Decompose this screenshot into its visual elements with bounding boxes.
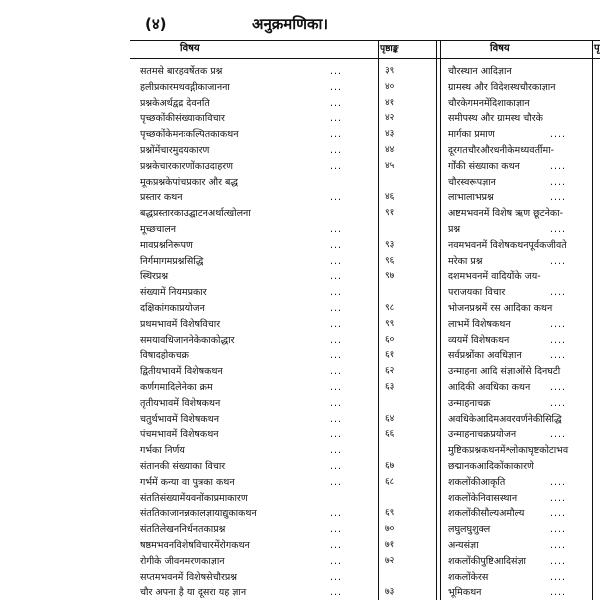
- toc-entry-left-page: ६३: [385, 382, 395, 392]
- toc-entry-left-text: प्रथमभावमें विशेषविचार: [140, 318, 221, 330]
- toc-entry-right-dots: ....: [550, 587, 567, 599]
- toc-entry-left-text: प्रश्नकेअर्थद्वद्र देवनति: [140, 97, 210, 109]
- toc-entry-left-text: संख्यामें नियमप्रकार: [140, 287, 207, 299]
- toc-entry-left-text: मूकप्रश्नकेपांचप्रकार और बद्ध: [140, 176, 238, 188]
- toc-entry-left-text: चतुर्थभावमें विशेषकथन: [140, 413, 219, 425]
- toc-entry-left-dots: ...: [330, 571, 343, 583]
- toc-entry-left-text: दक्षिकांगकाप्रयोजन: [140, 303, 205, 314]
- toc-entry-right-text: पराजयका विचार: [448, 287, 506, 299]
- toc-entry-left-dots: ...: [330, 287, 343, 299]
- toc-entry-right-text: मुष्टिकप्रश्नकथनमेंश्लोकाघृष्टकोटाभव: [448, 445, 569, 457]
- page-number: (४): [145, 15, 167, 33]
- toc-entry-right-dots: ....: [550, 176, 567, 188]
- toc-entry-left-text: प्रश्नकेचारकारणोंकाउदाहरण: [140, 160, 234, 172]
- toc-entry-left-text: प्रश्नोंमेंचारमुदयकारण: [140, 145, 210, 156]
- toc-entry-right-dots: ....: [550, 492, 567, 504]
- toc-entry-left-dots: ...: [330, 382, 343, 393]
- toc-entry-right-dots: ....: [550, 555, 567, 567]
- subject-header-right: विषय: [490, 43, 510, 54]
- toc-entry-right-dots: ....: [550, 524, 567, 536]
- toc-entry-right-dots: ....: [550, 571, 567, 583]
- toc-entry-right-text: शकलोंकीपुष्टिआदिसंज्ञा: [448, 555, 527, 567]
- toc-entry-left-dots: ...: [330, 113, 343, 125]
- toc-entry-right-text: र्गोंकी संख्याका कथन: [448, 160, 520, 172]
- toc-entry-right-text: सर्वप्रश्नोंका अवधिज्ञान: [448, 350, 522, 362]
- toc-entry-right-text: भूमिकथन: [448, 587, 482, 599]
- toc-entry-left-page: ६८: [385, 476, 395, 487]
- toc-entry-left-dots: ...: [330, 224, 343, 235]
- toc-entry-left-dots: ...: [330, 587, 343, 599]
- toc-entry-right-text: प्रश्न: [448, 224, 461, 235]
- toc-entry-left-dots: ...: [330, 66, 343, 77]
- toc-entry-right-text: लाभमें विशेषकथन: [448, 318, 511, 330]
- table-of-contents: [130, 40, 600, 600]
- toc-entry-left-page: ३९: [385, 66, 395, 76]
- top-rule: [130, 40, 600, 41]
- toc-entry-left-page: ४५: [385, 160, 395, 171]
- toc-entry-left-dots: ...: [330, 413, 343, 425]
- page-header-right: पृ: [594, 43, 600, 54]
- toc-entry-left-text: हलीप्रकारमथवद्गीकाजानना: [140, 81, 230, 93]
- toc-entry-left-page: ४४: [385, 145, 395, 155]
- center-divider-rule: [436, 40, 437, 600]
- toc-entry-right-dots: ....: [550, 350, 567, 362]
- toc-entry-left-text: मावप्रश्ननिरूपण: [140, 239, 193, 251]
- toc-entry-right-dots: ....: [550, 508, 567, 520]
- page-header-left: पृष्ठाङ्क: [380, 44, 399, 54]
- toc-entry-right-text: शकलोंकेनिवासस्थान: [448, 492, 518, 504]
- toc-entry-left-dots: ...: [330, 239, 343, 251]
- toc-entry-left-dots: ...: [330, 540, 343, 551]
- toc-entry-right-text: चौरकेगमनमेंदिशाकाज्ञान: [448, 97, 530, 109]
- toc-entry-right-text: ग्रामस्थ और विदेशस्थचौरकाज्ञान: [448, 81, 556, 93]
- toc-entry-right-dots: ....: [550, 429, 567, 441]
- toc-entry-left-text: विषादहोकचक्र: [140, 350, 189, 362]
- toc-entry-left-text: निर्गमागमप्रश्नसिद्धि: [140, 255, 204, 267]
- toc-entry-left-text: गर्भका निर्णय: [140, 445, 185, 457]
- page-title: अनुक्रमणिका।: [252, 15, 329, 33]
- toc-entry-right-dots: ....: [550, 540, 567, 551]
- toc-entry-left-page: ६१: [385, 350, 395, 361]
- toc-entry-left-page: ४१: [385, 97, 395, 108]
- toc-entry-left-page: ४६: [385, 192, 395, 203]
- toc-entry-left-page: ४३: [385, 129, 395, 140]
- toc-entry-left-page: ९३: [385, 239, 395, 250]
- toc-entry-left-dots: ...: [330, 303, 343, 314]
- toc-entry-left-text: पंचमभावमें विशेषकथन: [140, 429, 219, 441]
- toc-entry-left-text: पृच्छकोंकीसंख्याकाविचार: [140, 113, 225, 125]
- toc-entry-left-dots: ...: [330, 81, 343, 93]
- toc-entry-left-text: समयावधिजाननेकेकाकोद्धार: [140, 334, 235, 346]
- toc-entry-right-text: शकलोंकीसौल्यअमौल्य: [448, 508, 525, 520]
- toc-entry-right-text: शकलोंकीआकृति: [448, 476, 506, 488]
- toc-entry-left-dots: ...: [330, 145, 343, 156]
- toc-entry-left-text: कर्णगमादिलेनेका क्रम: [140, 382, 213, 393]
- toc-entry-left-text: षष्ठमभवनविशेषविचारमेंरोगकथन: [140, 540, 250, 551]
- toc-entry-right-text: चौरस्थान आदिज्ञान: [448, 66, 512, 77]
- toc-entry-left-page: ९८: [385, 303, 395, 313]
- toc-entry-left-text: रोगीके जीवनमरणकाज्ञान: [140, 555, 225, 567]
- toc-entry-left-page: ६०: [385, 334, 395, 345]
- toc-entry-right-text: समीपस्थ और ग्रामस्थ चौरके: [448, 113, 543, 125]
- toc-entry-left-page: ४०: [385, 81, 395, 92]
- toc-entry-left-page: ६६: [385, 429, 395, 440]
- toc-entry-left-text: संततिसंख्यामेंयवनोंकाप्रमाकारण: [140, 492, 248, 504]
- toc-entry-right-dots: ....: [550, 476, 567, 488]
- toc-entry-left-page: ७२: [385, 555, 395, 566]
- toc-entry-right-text: उन्माहनाचक्र: [448, 397, 491, 409]
- toc-entry-left-page: ९६: [385, 255, 395, 266]
- toc-entry-left-text: चौर अपना है या दूसरा यह ज्ञान: [140, 587, 247, 599]
- toc-entry-left-dots: ...: [330, 160, 343, 172]
- toc-entry-right-dots: ....: [550, 192, 567, 204]
- toc-entry-left-dots: ...: [330, 129, 343, 141]
- toc-entry-left-text: स्थिरप्रश्न: [140, 271, 169, 283]
- toc-entry-left-dots: ...: [330, 476, 343, 488]
- toc-entry-right-text: अष्टमभवनमें विशेष ऋण छूटनेका-: [448, 208, 564, 220]
- toc-entry-left-page: ९९: [385, 318, 395, 329]
- toc-entry-right-text: अन्यसंज्ञा: [448, 540, 479, 551]
- toc-entry-left-dots: ...: [330, 192, 343, 204]
- toc-entry-left-page: ९१: [385, 208, 395, 219]
- toc-entry-right-text: शकलोंकेरस: [448, 571, 489, 583]
- toc-entry-left-text: मूच्छचालन: [140, 224, 177, 235]
- toc-entry-right-dots: ....: [550, 397, 567, 409]
- toc-entry-left-text: पृच्छकोंकेमनःकल्पितकाकथन: [140, 129, 239, 141]
- toc-entry-right-text: लाभालाभप्रश्न: [448, 192, 494, 204]
- toc-entry-left-dots: ...: [330, 318, 343, 330]
- toc-entry-right-text: उन्माहनाचक्रप्रयोजन: [448, 429, 517, 441]
- toc-entry-left-text: संततिकाजानन्नकालज्ञायाद्युकाकथन: [140, 508, 257, 520]
- toc-entry-right-text: उन्माहना आदि संज्ञाओंसे दिनघटी: [448, 366, 561, 378]
- toc-entry-left-text: बद्धप्रस्तारकाउद्घाटनअर्थात्खोलना: [140, 208, 251, 220]
- toc-entry-right-text: अवधिकेआदिमअवरवर्णनेकीसिद्धि: [448, 413, 562, 425]
- toc-entry-left-dots: ...: [330, 508, 343, 520]
- toc-entry-right-text: छद्मानकआदिकोंकाकारणे: [448, 461, 534, 472]
- toc-entry-left-dots: ...: [330, 366, 343, 378]
- toc-entry-left-page: ७३: [385, 587, 395, 598]
- toc-entry-left-dots: ...: [330, 461, 343, 472]
- toc-entry-left-dots: ...: [330, 555, 343, 567]
- toc-entry-left-page: ६२: [385, 366, 395, 377]
- toc-entry-left-dots: ...: [330, 429, 343, 441]
- toc-entry-right-dots: ....: [550, 255, 567, 267]
- toc-entry-right-text: मरेका प्रश्न: [448, 255, 483, 267]
- toc-entry-right-dots: ....: [550, 382, 567, 393]
- header-rule: [130, 58, 600, 59]
- center-divider-rule-2: [440, 40, 441, 600]
- toc-entry-right-dots: ....: [550, 318, 567, 330]
- toc-entry-right-text: भोजनप्रश्नमें रस आदिका कथन: [448, 303, 553, 314]
- toc-entry-left-dots: ...: [330, 397, 343, 409]
- toc-entry-right-dots: ....: [550, 160, 567, 172]
- toc-entry-left-page: ४२: [385, 113, 395, 124]
- toc-entry-left-dots: ...: [330, 255, 343, 267]
- toc-entry-left-dots: ...: [330, 271, 343, 283]
- toc-entry-left-page: ७०: [385, 524, 395, 535]
- toc-entry-left-text: संतानकी संख्याका विचार: [140, 461, 226, 472]
- toc-entry-right-dots: ....: [550, 334, 567, 346]
- toc-entry-right-text: चौरस्वरूपज्ञान: [448, 176, 496, 188]
- toc-entry-right-text: लघुलघुशुक्ल: [448, 524, 491, 536]
- toc-entry-left-text: संततिलेखननिर्धनतकाप्रश्न: [140, 524, 226, 536]
- toc-entry-left-dots: ...: [330, 445, 343, 457]
- toc-entry-left-page: ९७: [385, 271, 395, 282]
- toc-entry-left-text: गर्भमें कन्या वा पुत्रका कथन: [140, 476, 235, 488]
- toc-entry-right-text: दशमभवनमें वादियोंके जय-: [448, 271, 541, 283]
- toc-entry-left-page: ६९: [385, 508, 395, 519]
- toc-entry-left-text: सतमसे बारहवर्षेतक प्रश्न: [140, 66, 223, 77]
- toc-entry-right-dots: ....: [550, 224, 567, 235]
- toc-entry-right-dots: ....: [550, 129, 567, 141]
- toc-entry-left-dots: ...: [330, 524, 343, 536]
- subject-header-left: विषय: [180, 43, 200, 54]
- toc-entry-right-dots: ....: [550, 287, 567, 299]
- toc-entry-left-text: सप्तमभवनमें विशेषसेचौरप्रश्न: [140, 571, 237, 583]
- toc-entry-right-text: आदिकी अवधिका कथन: [448, 382, 531, 393]
- toc-entry-left-text: तृतीयभावमें विशेषकथन: [140, 397, 221, 409]
- toc-entry-right-text: नवमभवनमें विशेषकथनपूर्वकजीवते: [448, 239, 567, 251]
- toc-entry-left-page: ७१: [385, 540, 395, 550]
- toc-entry-left-page: ६४: [385, 413, 395, 424]
- toc-entry-left-dots: ...: [330, 350, 343, 362]
- toc-entry-right-text: दूरगतचौरऔरधनीकेमध्यवर्तीमा-: [448, 145, 555, 156]
- toc-entry-left-page: ६७: [385, 461, 395, 471]
- toc-entry-right-text: व्ययमें विशेषकथन: [448, 334, 510, 346]
- toc-entry-left-dots: ...: [330, 97, 343, 109]
- toc-entry-left-text: द्वितीयभावमें विशेषकथन: [140, 366, 223, 378]
- toc-entry-left-text: प्रस्तार कथन: [140, 192, 183, 204]
- toc-entry-left-dots: ...: [330, 334, 343, 346]
- toc-entry-right-text: मार्गका प्रमाण: [448, 129, 495, 141]
